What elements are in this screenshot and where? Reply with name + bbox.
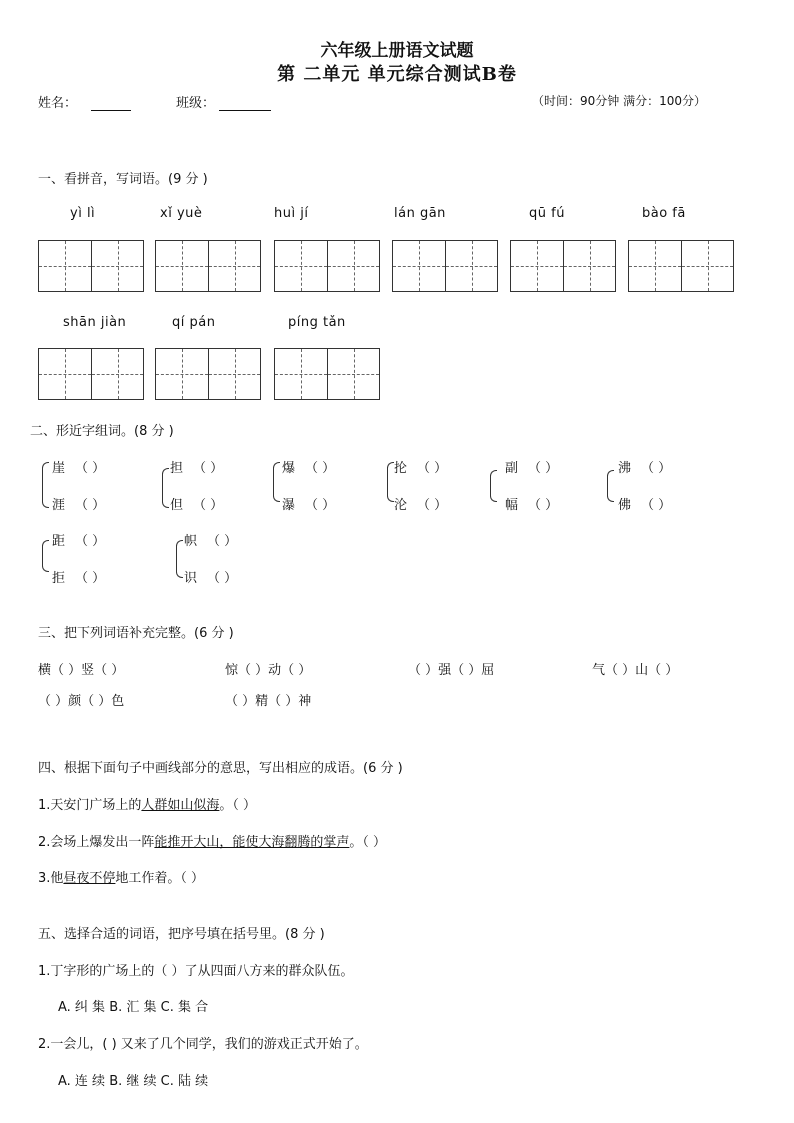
pair-item: [170, 457, 223, 476]
question-text: 2.会场上爆发出一阵: [38, 835, 155, 850]
char: 识: [184, 571, 198, 586]
answer-paren[interactable]: （ ）: [75, 498, 106, 513]
pair-item: [618, 494, 671, 513]
writing-box-9[interactable]: [274, 348, 380, 400]
char: 佛: [618, 498, 632, 513]
writing-box-2[interactable]: [155, 240, 261, 292]
writing-box-3[interactable]: [274, 240, 380, 292]
answer-paren[interactable]: （ ）: [75, 461, 106, 476]
answer-paren[interactable]: （ ）: [193, 498, 224, 513]
brace: [490, 470, 497, 502]
question-4-2: [38, 831, 386, 850]
answer-paren[interactable]: （ ）: [417, 498, 448, 513]
idiom-blank-3[interactable]: （ ）强（ ）屈: [408, 663, 495, 678]
pair-item: [505, 494, 558, 513]
idiom-blank-4[interactable]: 气（ ）山（ ）: [592, 663, 679, 678]
name-blank[interactable]: [91, 96, 131, 111]
char: 副: [505, 461, 519, 476]
answer-paren[interactable]: （ ）: [528, 461, 559, 476]
answer-paren[interactable]: （ ）: [641, 498, 672, 513]
pinyin-3: huì jí: [274, 206, 309, 221]
section3-heading: 三、把下列词语补充完整。(6 分 ): [38, 626, 234, 641]
question-text: 1.天安门广场上的: [38, 798, 142, 813]
pair-item: [282, 457, 335, 476]
pair-item: [618, 457, 671, 476]
pair-item: [505, 457, 558, 476]
class-blank[interactable]: [219, 96, 271, 111]
answer-paren[interactable]: （ ）: [641, 461, 672, 476]
pair-item: [184, 567, 237, 586]
char: 距: [52, 534, 66, 549]
pair-item: [52, 567, 105, 586]
question-5-1[interactable]: 1.丁字形的广场上的（ ）了从四面八方来的群众队伍。: [38, 964, 354, 979]
underlined-phrase: 人群如山似海: [141, 798, 220, 813]
answer-paren[interactable]: （ ）: [207, 534, 238, 549]
brace: [273, 462, 280, 502]
idiom-blank-5[interactable]: （ ）颜（ ）色: [38, 694, 125, 709]
char: 拒: [52, 571, 66, 586]
pinyin-8: qí pán: [172, 315, 216, 330]
answer-paren[interactable]: （ ）: [528, 498, 559, 513]
idiom-blank-2[interactable]: 惊（ ）动（ ）: [225, 663, 312, 678]
answer-paren[interactable]: （ ）: [305, 461, 336, 476]
question-4-1: [38, 794, 256, 813]
char: 崖: [52, 461, 66, 476]
answer-paren[interactable]: （ ）: [417, 461, 448, 476]
answer-paren[interactable]: （ ）: [75, 534, 106, 549]
writing-box-8[interactable]: [155, 348, 261, 400]
class-label: 班级：: [176, 96, 216, 111]
pinyin-9: píng tǎn: [288, 315, 346, 330]
pair-item: [52, 530, 105, 549]
pair-item: [52, 457, 105, 476]
exam-title: 六年级上册语文试题: [320, 41, 474, 61]
brace: [162, 468, 169, 508]
writing-box-1[interactable]: [38, 240, 144, 292]
answer-paren[interactable]: （ ）: [75, 571, 106, 586]
underlined-phrase: 昼夜不停: [63, 871, 116, 886]
pair-item: [282, 494, 335, 513]
options-5-1: A. 纠 集 B. 汇 集 C. 集 合: [58, 1000, 209, 1015]
pinyin-7: shān jiàn: [63, 315, 127, 330]
pinyin-6: bào fā: [642, 206, 686, 221]
options-5-2: A. 连 续 B. 继 续 C. 陆 续: [58, 1074, 209, 1089]
pinyin-2: xǐ yuè: [160, 206, 203, 221]
brace: [387, 462, 394, 502]
answer-paren[interactable]: （ ）: [207, 571, 238, 586]
pinyin-1: yì lì: [70, 206, 96, 221]
answer-paren[interactable]: 。（ ）: [219, 798, 257, 813]
char: 瀑: [282, 498, 296, 513]
section5-heading: 五、选择合适的词语，把序号填在括号里。(8 分 ): [38, 927, 325, 942]
section2-heading: 二、形近字组词。(8 分 ): [30, 424, 174, 439]
answer-paren[interactable]: （ ）: [305, 498, 336, 513]
section1-heading: 一、看拼音，写词语。(9 分 ): [38, 172, 208, 187]
char: 涯: [52, 498, 66, 513]
char: 抡: [394, 461, 408, 476]
exam-subtitle: 第 二单元 单元综合测试B卷: [277, 64, 517, 85]
name-field: [38, 92, 131, 111]
question-4-3: [38, 867, 204, 886]
char: 帜: [184, 534, 198, 549]
answer-paren[interactable]: （ ）: [193, 461, 224, 476]
question-text: 3.他: [38, 871, 64, 886]
char: 幅: [505, 498, 519, 513]
brace: [176, 540, 183, 578]
pair-item: [52, 494, 105, 513]
pair-item: [170, 494, 223, 513]
brace: [42, 462, 49, 508]
pair-item: [184, 530, 237, 549]
answer-paren[interactable]: 地工作着。（ ）: [115, 871, 205, 886]
pair-item: [394, 457, 447, 476]
underlined-phrase: 能推开大山，能使大海翻腾的掌声: [154, 835, 350, 850]
answer-paren[interactable]: 。（ ）: [349, 835, 387, 850]
class-field: [176, 92, 271, 111]
name-label: 姓名：: [38, 96, 78, 111]
pinyin-5: qū fú: [529, 206, 565, 221]
writing-box-4[interactable]: [392, 240, 498, 292]
char: 担: [170, 461, 184, 476]
brace: [607, 470, 614, 502]
time-info: （时间：90分钟 满分：100分）: [532, 94, 706, 108]
char: 沸: [618, 461, 632, 476]
brace: [42, 540, 49, 572]
writing-box-7[interactable]: [38, 348, 144, 400]
char: 沦: [394, 498, 408, 513]
question-5-2[interactable]: 2.一会儿，( ) 又来了几个同学，我们的游戏正式开始了。: [38, 1037, 368, 1052]
writing-box-6[interactable]: [628, 240, 734, 292]
idiom-blank-1[interactable]: 横（ ）竖（ ）: [38, 663, 125, 678]
pinyin-4: lán gān: [394, 206, 446, 221]
char: 但: [170, 498, 184, 513]
writing-box-5[interactable]: [510, 240, 616, 292]
idiom-blank-6[interactable]: （ ）精（ ）神: [225, 694, 312, 709]
section4-heading: 四、根据下面句子中画线部分的意思，写出相应的成语。(6 分 ): [38, 761, 403, 776]
pair-item: [394, 494, 447, 513]
char: 爆: [282, 461, 296, 476]
